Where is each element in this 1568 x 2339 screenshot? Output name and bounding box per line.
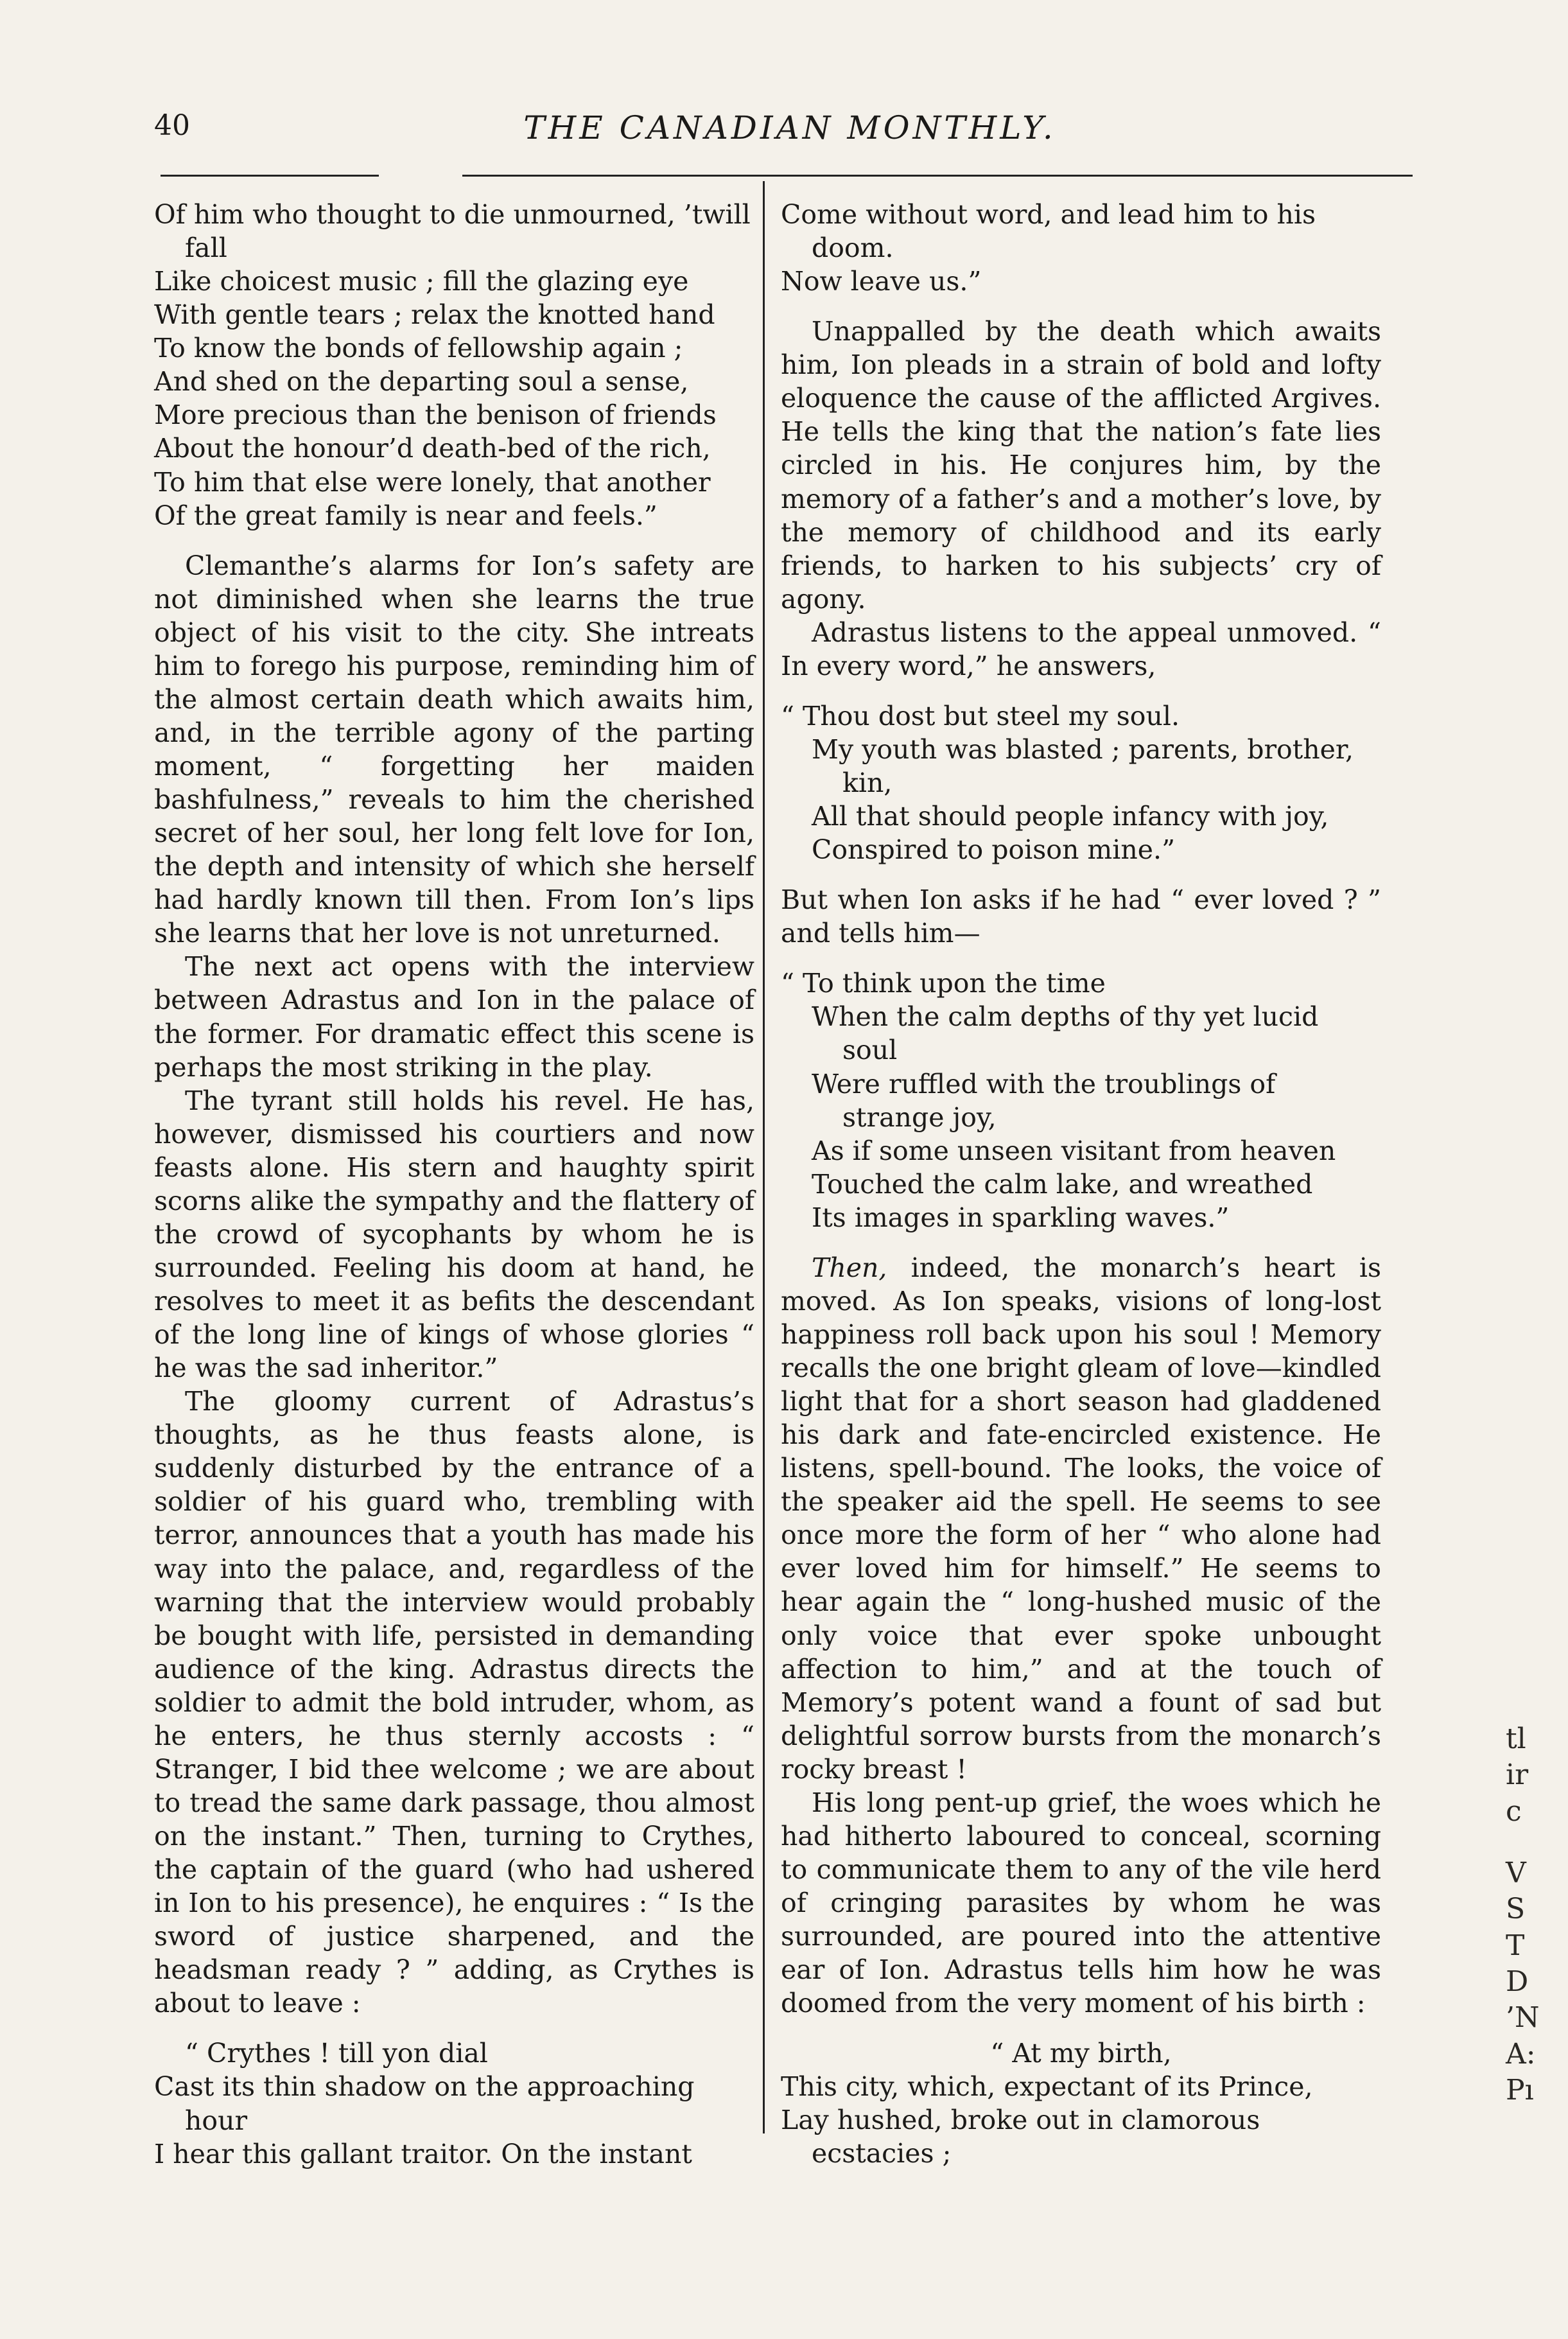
page-header	[154, 109, 1425, 161]
verse-line: Like choicest music ; fill the glazing eye	[154, 266, 689, 297]
verse-line: Come without word, and lead him to his doom.	[781, 199, 1316, 264]
bleed-fragment: D	[1506, 1965, 1529, 1998]
verse-block	[154, 2037, 754, 2170]
paragraph	[781, 1251, 1381, 1786]
verse-block	[781, 699, 1381, 866]
verse-block	[154, 198, 754, 532]
column-divider	[763, 181, 765, 2133]
verse-block	[781, 198, 1381, 298]
verse-line: My youth was blasted ; parents, brother, kin,	[812, 733, 1354, 798]
verse-line: Conspired to poison mine.”	[812, 834, 1176, 866]
adjacent-page-bleed	[1506, 1721, 1564, 2108]
bleed-fragment: S	[1506, 1893, 1526, 1926]
verse-line: As if some unseen visitant from heaven	[812, 1135, 1336, 1166]
bleed-fragment: ’N	[1506, 2001, 1540, 2035]
bleed-fragment: Pı	[1506, 2073, 1534, 2107]
paragraph: But when Ion asks if he had “ ever loved ? ” and tells him—	[781, 884, 1381, 949]
verse-line: “ Crythes ! till yon dial	[185, 2038, 488, 2069]
page-number: 40	[154, 109, 190, 142]
verse-line: To him that else were lonely, that another	[154, 466, 711, 498]
bleed-fragment: T	[1506, 1929, 1525, 1962]
paragraph-text: indeed, the monarch’s heart is moved. As Ion speaks, visions of long-lost happiness roll back upon his soul ! Memory recalls the one bright gleam of love—kindled light that for a short season had gladdened his dark and fate-encircled existence. He listens, spell-bound. The looks, the voice of the speaker aid the spell. He seems to see once more the form of her “ who alone had ever loved him for himself.” He seems to hear again the “ long-hushed music of the only voice that ever spoke unbought affection to him,” and at the touch of Memory’s potent wand a fount of sad but delightful sorrow bursts from the monarch’s rocky breast !	[781, 1252, 1381, 1785]
verse-line: “ To think upon the time	[781, 968, 1106, 999]
verse-line: Of the great family is near and feels.”	[154, 500, 658, 531]
bleed-fragment: V	[1506, 1856, 1526, 1889]
verse-line: Now leave us.”	[781, 266, 982, 297]
verse-line: With gentle tears ; relax the knotted hand	[154, 299, 715, 331]
right-column	[781, 198, 1381, 2171]
verse-line: Touched the calm lake, and wreathed	[812, 1168, 1313, 1200]
verse-line: Of him who thought to die unmourned, ’twill fall	[154, 199, 751, 264]
verse-line: About the honour’d death-bed of the rich,	[154, 433, 711, 464]
header-rule-mid	[462, 175, 1413, 177]
paragraph: Adrastus listens to the appeal unmoved. “ In every word,” he answers,	[781, 617, 1381, 681]
italic-word: Then,	[812, 1252, 887, 1283]
verse-line: “ Thou dost but steel my soul.	[781, 700, 1180, 731]
bleed-fragment: c	[1506, 1794, 1522, 1828]
paragraph: Unappalled by the death which awaits him, Ion pleads in a strain of bold and lofty eloquence the cause of the afflicted Argives. He tells the king that the nation’s fate lies circled in his. He conjures him, by the memory of a father’s and a mother’s love, by the memory of childhood and its early friends, to harken to his subjects’ cry of agony.	[781, 316, 1381, 615]
verse-line: “ At my birth,	[990, 2038, 1172, 2069]
left-column	[154, 198, 754, 2171]
bleed-fragment: A:	[1506, 2037, 1536, 2071]
paragraph: The gloomy current of Adrastus’s thoughts, as he thus feasts alone, is suddenly disturbed by the entrance of a soldier of his guard who, trembling with terror, announces that a youth has made his way into the palace, and, regardless of the warning that the interview would probably be bought with life, persisted in demanding audience of the king. Adrastus directs the soldier to admit the bold intruder, whom, as he enters, he thus sternly accosts : “ Stranger, I bid thee welcome ; we are about to tread the same dark passage, thou almost on the instant.” Then, turning to Crythes, the captain of the guard (who had ushered in Ion to his presence), he enquires : “ Is the sword of justice sharpened, and the headsman ready ? ” adding, as Crythes is about to leave :	[154, 1386, 754, 2019]
verse-block	[781, 2037, 1381, 2170]
paragraph: Clemanthe’s alarms for Ion’s safety are not diminished when she learns the true object of his visit to the city. She intreats him to forego his purpose, reminding him of the almost certain death which awaits him, and, in the terrible agony of the parting moment, “ forgetting her maiden bashfulness,” reveals to him the cherished secret of her soul, her long felt love for Ion, the depth and intensity of which she herself had hardly known till then. From Ion’s lips she learns that her love is not unreturned.	[154, 550, 754, 949]
verse-line: Were ruffled with the troublings of strange joy,	[812, 1068, 1276, 1133]
paragraph: The tyrant still holds his revel. He has, however, dismissed his courtiers and now feasts alone. His stern and haughty spirit scorns alike the sympathy and the flattery of the crowd of sycophants by whom he is surrounded. Feeling his doom at hand, he resolves to meet it as befits the descendant of the long line of kings of whose glories “ he was the sad inheritor.”	[154, 1085, 754, 1384]
bleed-fragment: ir	[1506, 1758, 1529, 1792]
paragraph: His long pent-up grief, the woes which he had hitherto laboured to conceal, scorning to communicate them to any of the vile herd of cringing parasites by whom he was surrounded, are poured into the attentive ear of Ion. Adrastus tells him how he was doomed from the very moment of his birth :	[781, 1787, 1381, 2019]
verse-line: All that should people infancy with joy,	[812, 801, 1329, 832]
verse-line: More precious than the benison of friends	[154, 399, 717, 431]
verse-line: This city, which, expectant of its Prince,	[781, 2071, 1313, 2103]
verse-line: Cast its thin shadow on the approaching hour	[154, 2071, 695, 2136]
running-title: THE CANADIAN MONTHLY.	[523, 109, 1056, 146]
verse-line: And shed on the departing soul a sense,	[154, 366, 689, 398]
verse-line: To know the bonds of fellowship again ;	[154, 333, 683, 364]
header-rule-left	[161, 175, 379, 177]
verse-line: When the calm depths of thy yet lucid soul	[812, 1001, 1319, 1066]
bleed-fragment: tl	[1506, 1722, 1526, 1755]
verse-block	[781, 967, 1381, 1234]
verse-line: I hear this gallant traitor. On the instant	[154, 2138, 692, 2169]
paragraph: The next act opens with the interview between Adrastus and Ion in the palace of the former. For dramatic effect this scene is perhaps the most striking in the play.	[154, 951, 754, 1083]
verse-line: Lay hushed, broke out in clamorous ecstacies ;	[781, 2105, 1260, 2169]
verse-line: Its images in sparkling waves.”	[812, 1202, 1230, 1233]
